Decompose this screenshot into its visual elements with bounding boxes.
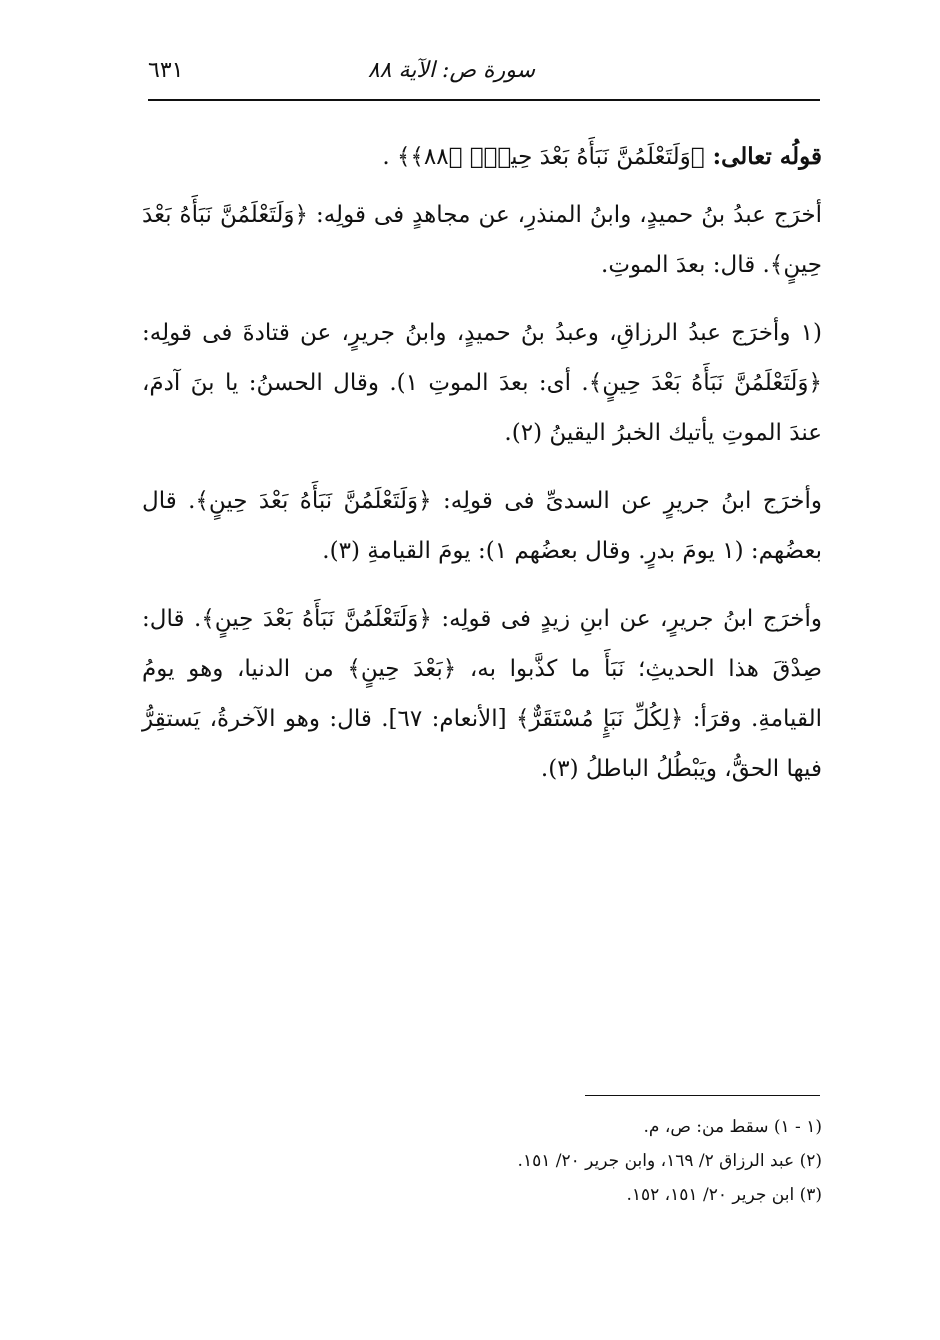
running-title: سورة ص: الآية ٨٨	[367, 58, 535, 83]
page-header	[148, 58, 820, 94]
narration-paragraph: وأخرَج ابنُ جريرٍ عن السدىِّ فى قولِه: ﴿وَلَتَعْلَمُنَّ نَبَأَهُ بَعْدَ حِينٍ﴾. قال بعضُهم: (١ يومَ بدرٍ. وقال بعضُهم ١): يومَ القيامةِ (٣).	[142, 488, 822, 564]
footnote: (١ - ١) سقط من: ص، م.	[643, 1117, 822, 1137]
footnote-rule	[585, 1095, 820, 1096]
footnote: (٢) عبد الرزاق ٢/ ١٦٩، وابن جرير ٢٠/ ١٥١.	[517, 1151, 822, 1171]
header-rule	[148, 99, 820, 101]
verse-heading-label: قولُه تعالى:	[704, 143, 822, 170]
verse-heading-text: ﴿وَلَتَعْلَمُنَّ نَبَأَهُ بَعْدَ حِينٍۢ ﴿٨٨﴾﴾ .	[382, 144, 705, 170]
narration-paragraph: (١ وأخرَج عبدُ الرزاقِ، وعبدُ بنُ حميدٍ، وابنُ جريرٍ، عن قتادةَ فى قولِه: ﴿وَلَتَعْلَمُنَّ نَبَأَهُ بَعْدَ حِينٍ﴾. أى: بعدَ الموتِ ١). وقال الحسنُ: يا بنَ آدمَ، عندَ الموتِ يأتيك الخبرُ اليقينُ (٢).	[142, 320, 822, 446]
verse-heading-paragraph	[142, 132, 822, 182]
narration-paragraph: وأخرَج ابنُ جريرٍ، عن ابنِ زيدٍ فى قولِه: ﴿وَلَتَعْلَمُنَّ نَبَأَهُ بَعْدَ حِينٍ﴾. قال: صِدْقَ هذا الحديثِ؛ نَبَأَ ما كذَّبوا به، ﴿بَعْدَ حِينٍ﴾ من الدنيا، وهو يومُ القيامةِ. وقرَأ: ﴿لِكُلِّ نَبَإٍ مُسْتَقَرٌّ﴾ [الأنعام: ٦٧]. قال: وهو الآخرةُ، يَستقِرُّ فيها الحقُّ، ويَبْطُلُ الباطلُ (٣).	[142, 606, 823, 782]
footnotes	[440, 1110, 822, 1212]
narration-paragraph: أخرَج عبدُ بنُ حميدٍ، وابنُ المنذرِ، عن مجاهدٍ فى قولِه: ﴿وَلَتَعْلَمُنَّ نَبَأَهُ بَعْدَ حِينٍ﴾. قال: بعدَ الموتِ.	[142, 202, 822, 278]
main-text	[142, 132, 822, 812]
footnote: (٣) ابن جرير ٢٠/ ١٥١، ١٥٢.	[626, 1185, 822, 1205]
page-number: ٦٣١	[148, 58, 184, 83]
